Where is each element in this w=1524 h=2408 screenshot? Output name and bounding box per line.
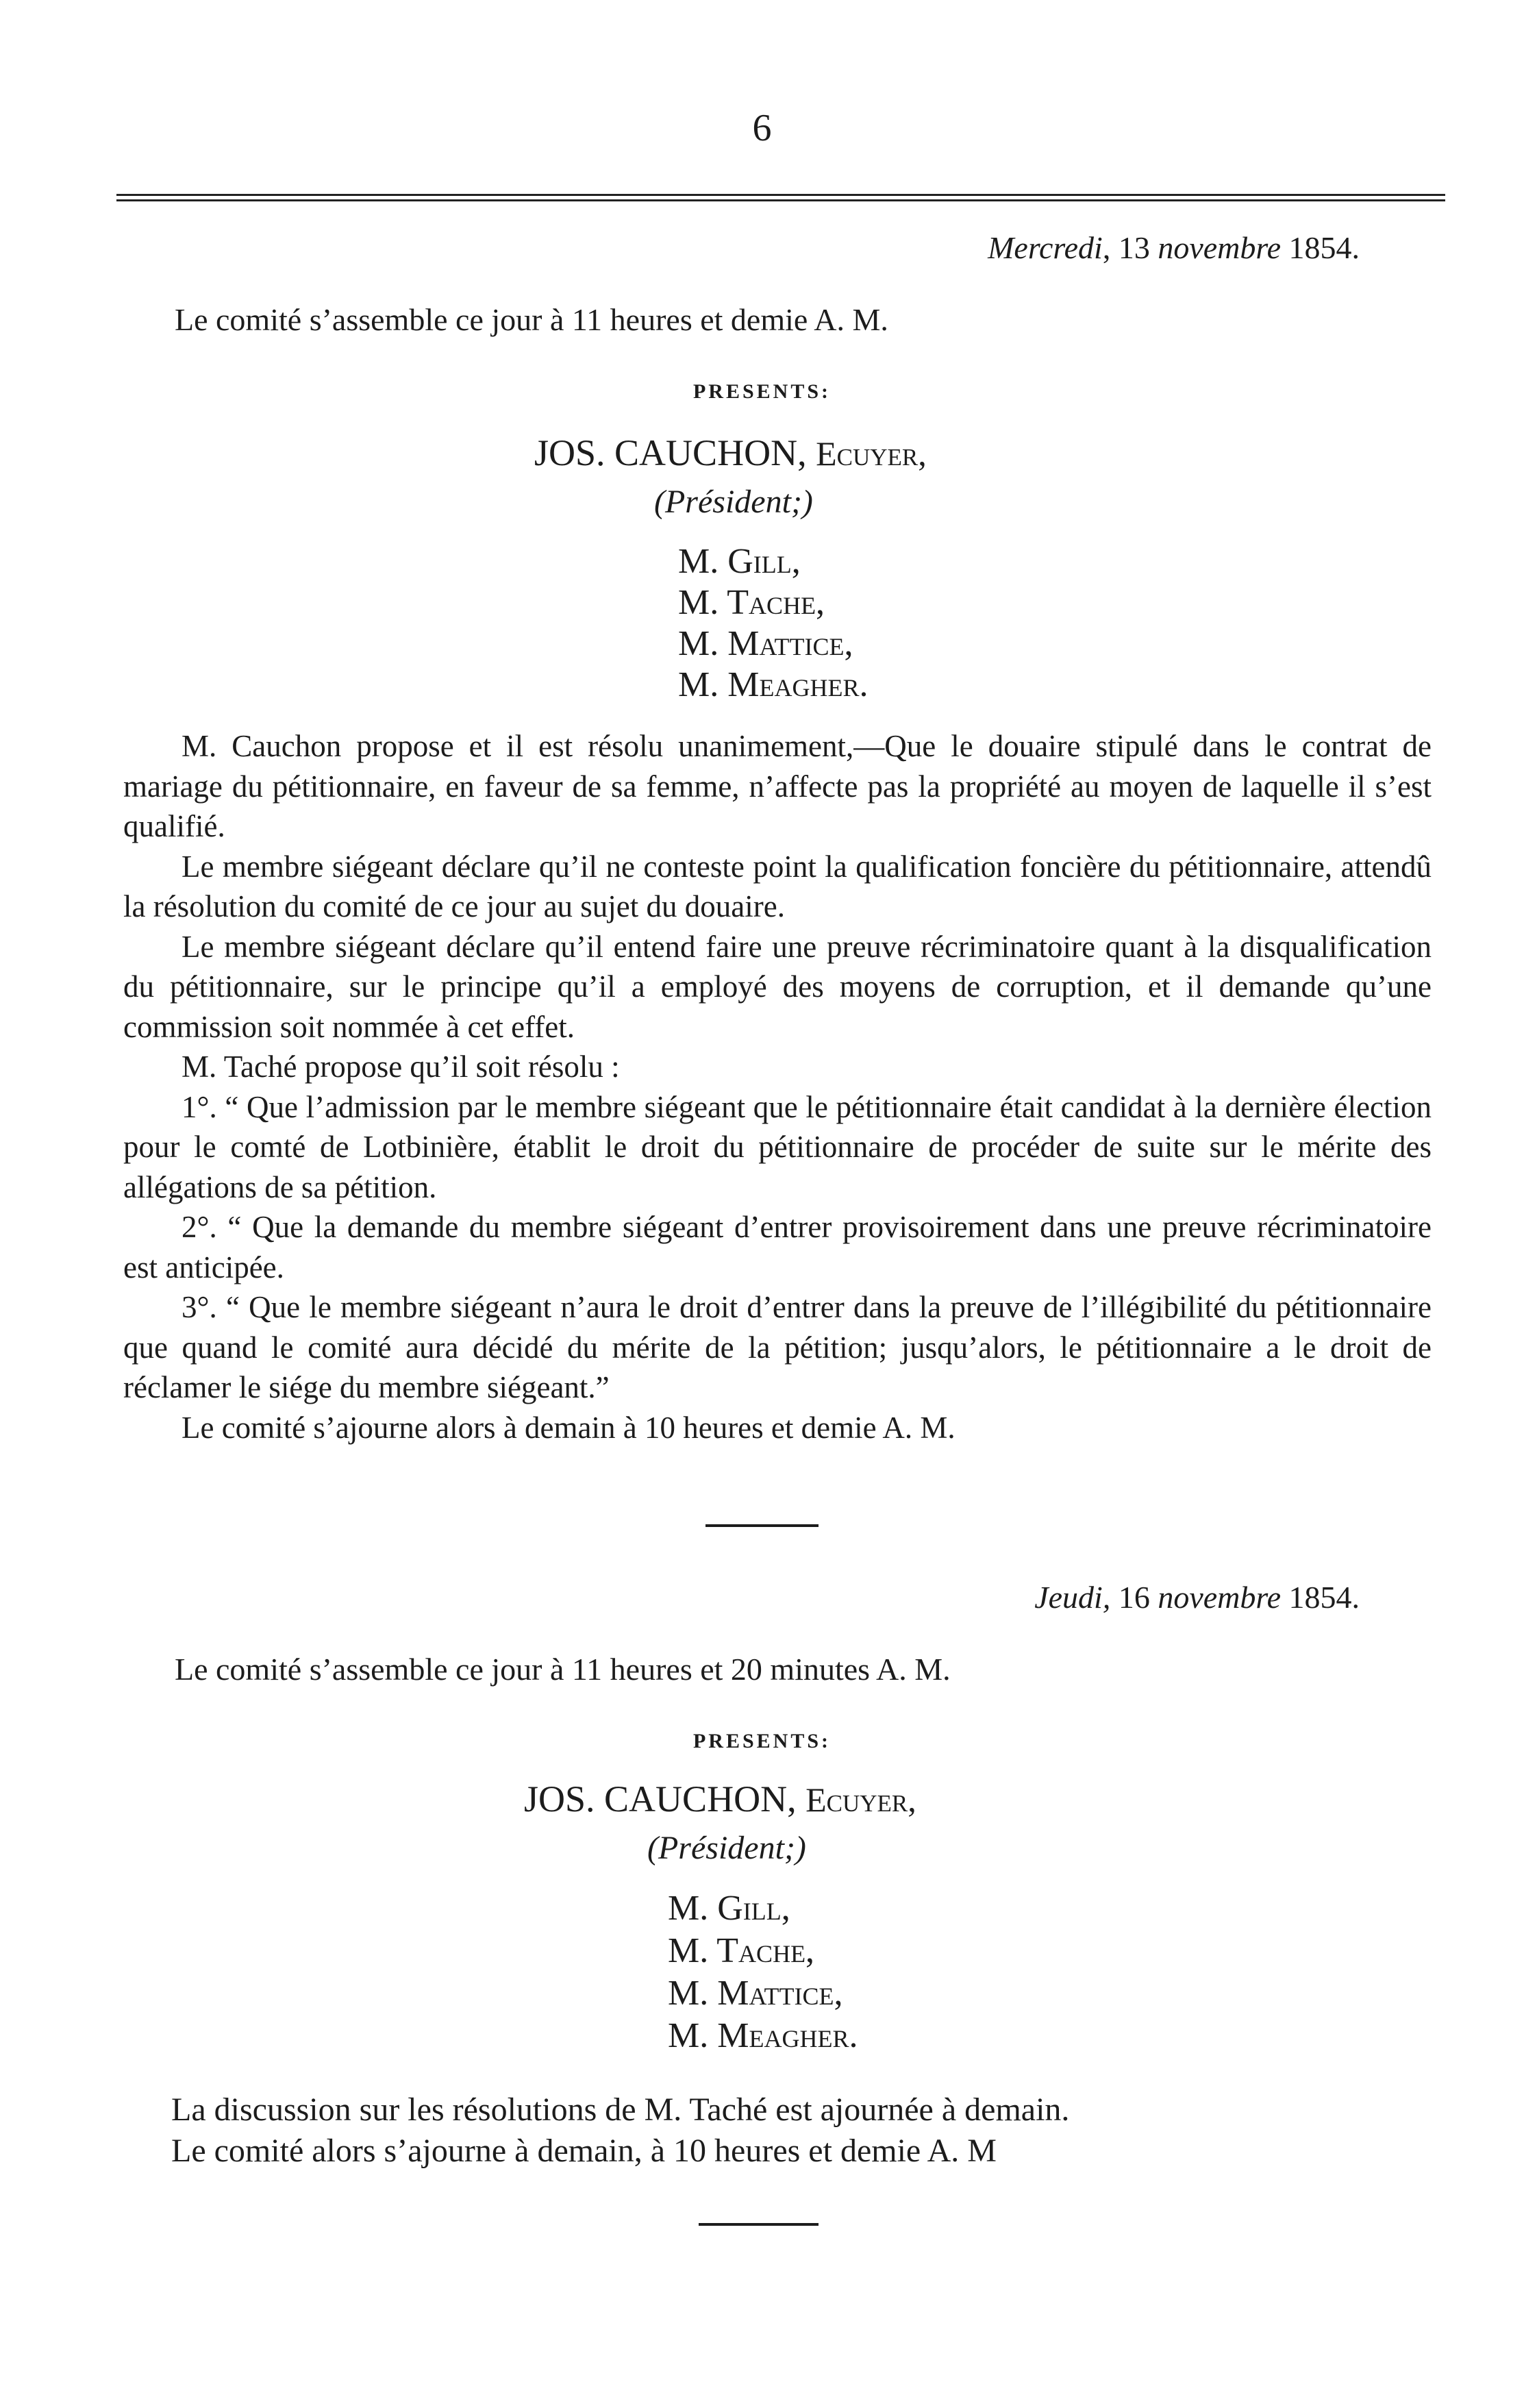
session1-month: novembre (1158, 230, 1281, 265)
session2-members (668, 1887, 858, 2057)
page-number: 6 (752, 107, 772, 149)
member-name: M. Gill, (668, 1889, 790, 1928)
member-name: M. Gill, (678, 542, 801, 581)
minutes-paragraph: Le membre siégeant déclare qu’il entend faire une preuve récriminatoire quant à la disqualification du pétitionnaire, sur le principe qu’il a employé des moyens de corruption, et il demande qu’une commission soit nommée à cet effet. (123, 929, 1432, 1044)
session2-minutes (171, 2089, 1384, 2172)
resolution-1: 1°. “ Que l’admission par le membre siégeant que le pétitionnaire était candidat à la dernière élection pour le comté de Lotbinière, établit le droit du pétitionnaire de procéder de suite sur le mérite des allégations de sa pétition. (123, 1089, 1432, 1204)
session2-presents-label: PRESENTS: (692, 1730, 832, 1752)
session2-president-title: (Président;) (647, 1830, 806, 1866)
adjournment: Le comité alors s’ajourne à demain, à 10 heures et demie A. M (171, 2133, 997, 2169)
session2-day: Jeudi, (1034, 1580, 1111, 1615)
resolution-2: 2°. “ Que la demande du membre siégeant d’entrer provisoirement dans une preuve récriminatoire est anticipée. (123, 1210, 1432, 1284)
session1-year: 1854. (1288, 230, 1360, 265)
minutes-paragraph: Le membre siégeant déclare qu’il ne conteste point la qualification foncière du pétitionnaire, attendû la résolution du comité de ce jour au sujet du douaire. (123, 849, 1432, 923)
member-name: M. Tache, (678, 583, 825, 622)
session2-day-num: 16 (1118, 1580, 1150, 1615)
session1-day-num: 13 (1118, 230, 1150, 265)
section-divider (705, 1524, 819, 1527)
session1-day: Mercredi (988, 230, 1103, 265)
member-name: M. Tache, (668, 1931, 815, 1970)
resolution-3: 3°. “ Que le membre siégeant n’aura le droit d’entrer dans la preuve de l’illégibilité du pétitionnaire que quand le comité aura décidé du mérite de la pétition; jusqu’alors, le pétitionnaire a le droit de réclamer le siége du membre siégeant.” (123, 1290, 1432, 1404)
minutes-paragraph: M. Taché propose qu’il soit résolu : (182, 1050, 620, 1084)
session1-president-name (534, 432, 927, 474)
session2-assembly: Le comité s’assemble ce jour à 11 heures et 20 minutes A. M. (175, 1652, 951, 1687)
header-rule (116, 194, 1445, 201)
session1-assembly: Le comité s’assemble ce jour à 11 heures et demie A. M. (175, 302, 888, 337)
session1-members (678, 541, 868, 706)
session2-president-name (524, 1778, 916, 1820)
session1-president: JOS. CAUCHON, (534, 432, 807, 473)
discussion-note: La discussion sur les résolutions de M. Taché est ajournée à demain. (171, 2092, 1070, 2128)
minutes-paragraph: M. Cauchon propose et il est résolu unanimement,—Que le douaire stipulé dans le contrat de mariage du pétitionnaire, en faveur de sa femme, n’affecte pas la propriété au moyen de laquelle il s’est qualifié. (123, 729, 1432, 843)
member-name: M. Mattice, (678, 624, 853, 663)
session1-honorific: Ecuyer, (816, 434, 927, 473)
session1-date: Mercredi, 13 novembre 1854. (988, 230, 1360, 265)
session2-month: novembre (1158, 1580, 1281, 1615)
member-name: M. Meagher. (678, 665, 869, 704)
session1-presents-label: PRESENTS: (692, 380, 832, 403)
footer-divider (699, 2223, 819, 2226)
session2-year: 1854. (1288, 1580, 1360, 1615)
session2-date (1034, 1579, 1360, 1615)
session2-honorific: Ecuyer, (805, 1780, 916, 1819)
session2-president: JOS. CAUCHON, (524, 1778, 797, 1820)
member-name: M. Meagher. (668, 2016, 858, 2055)
session1-president-title: (Président;) (654, 484, 813, 520)
adjournment: Le comité s’ajourne alors à demain à 10 heures et demie A. M. (182, 1410, 955, 1445)
member-name: M. Mattice, (668, 1974, 843, 2013)
session1-minutes (123, 726, 1432, 1448)
